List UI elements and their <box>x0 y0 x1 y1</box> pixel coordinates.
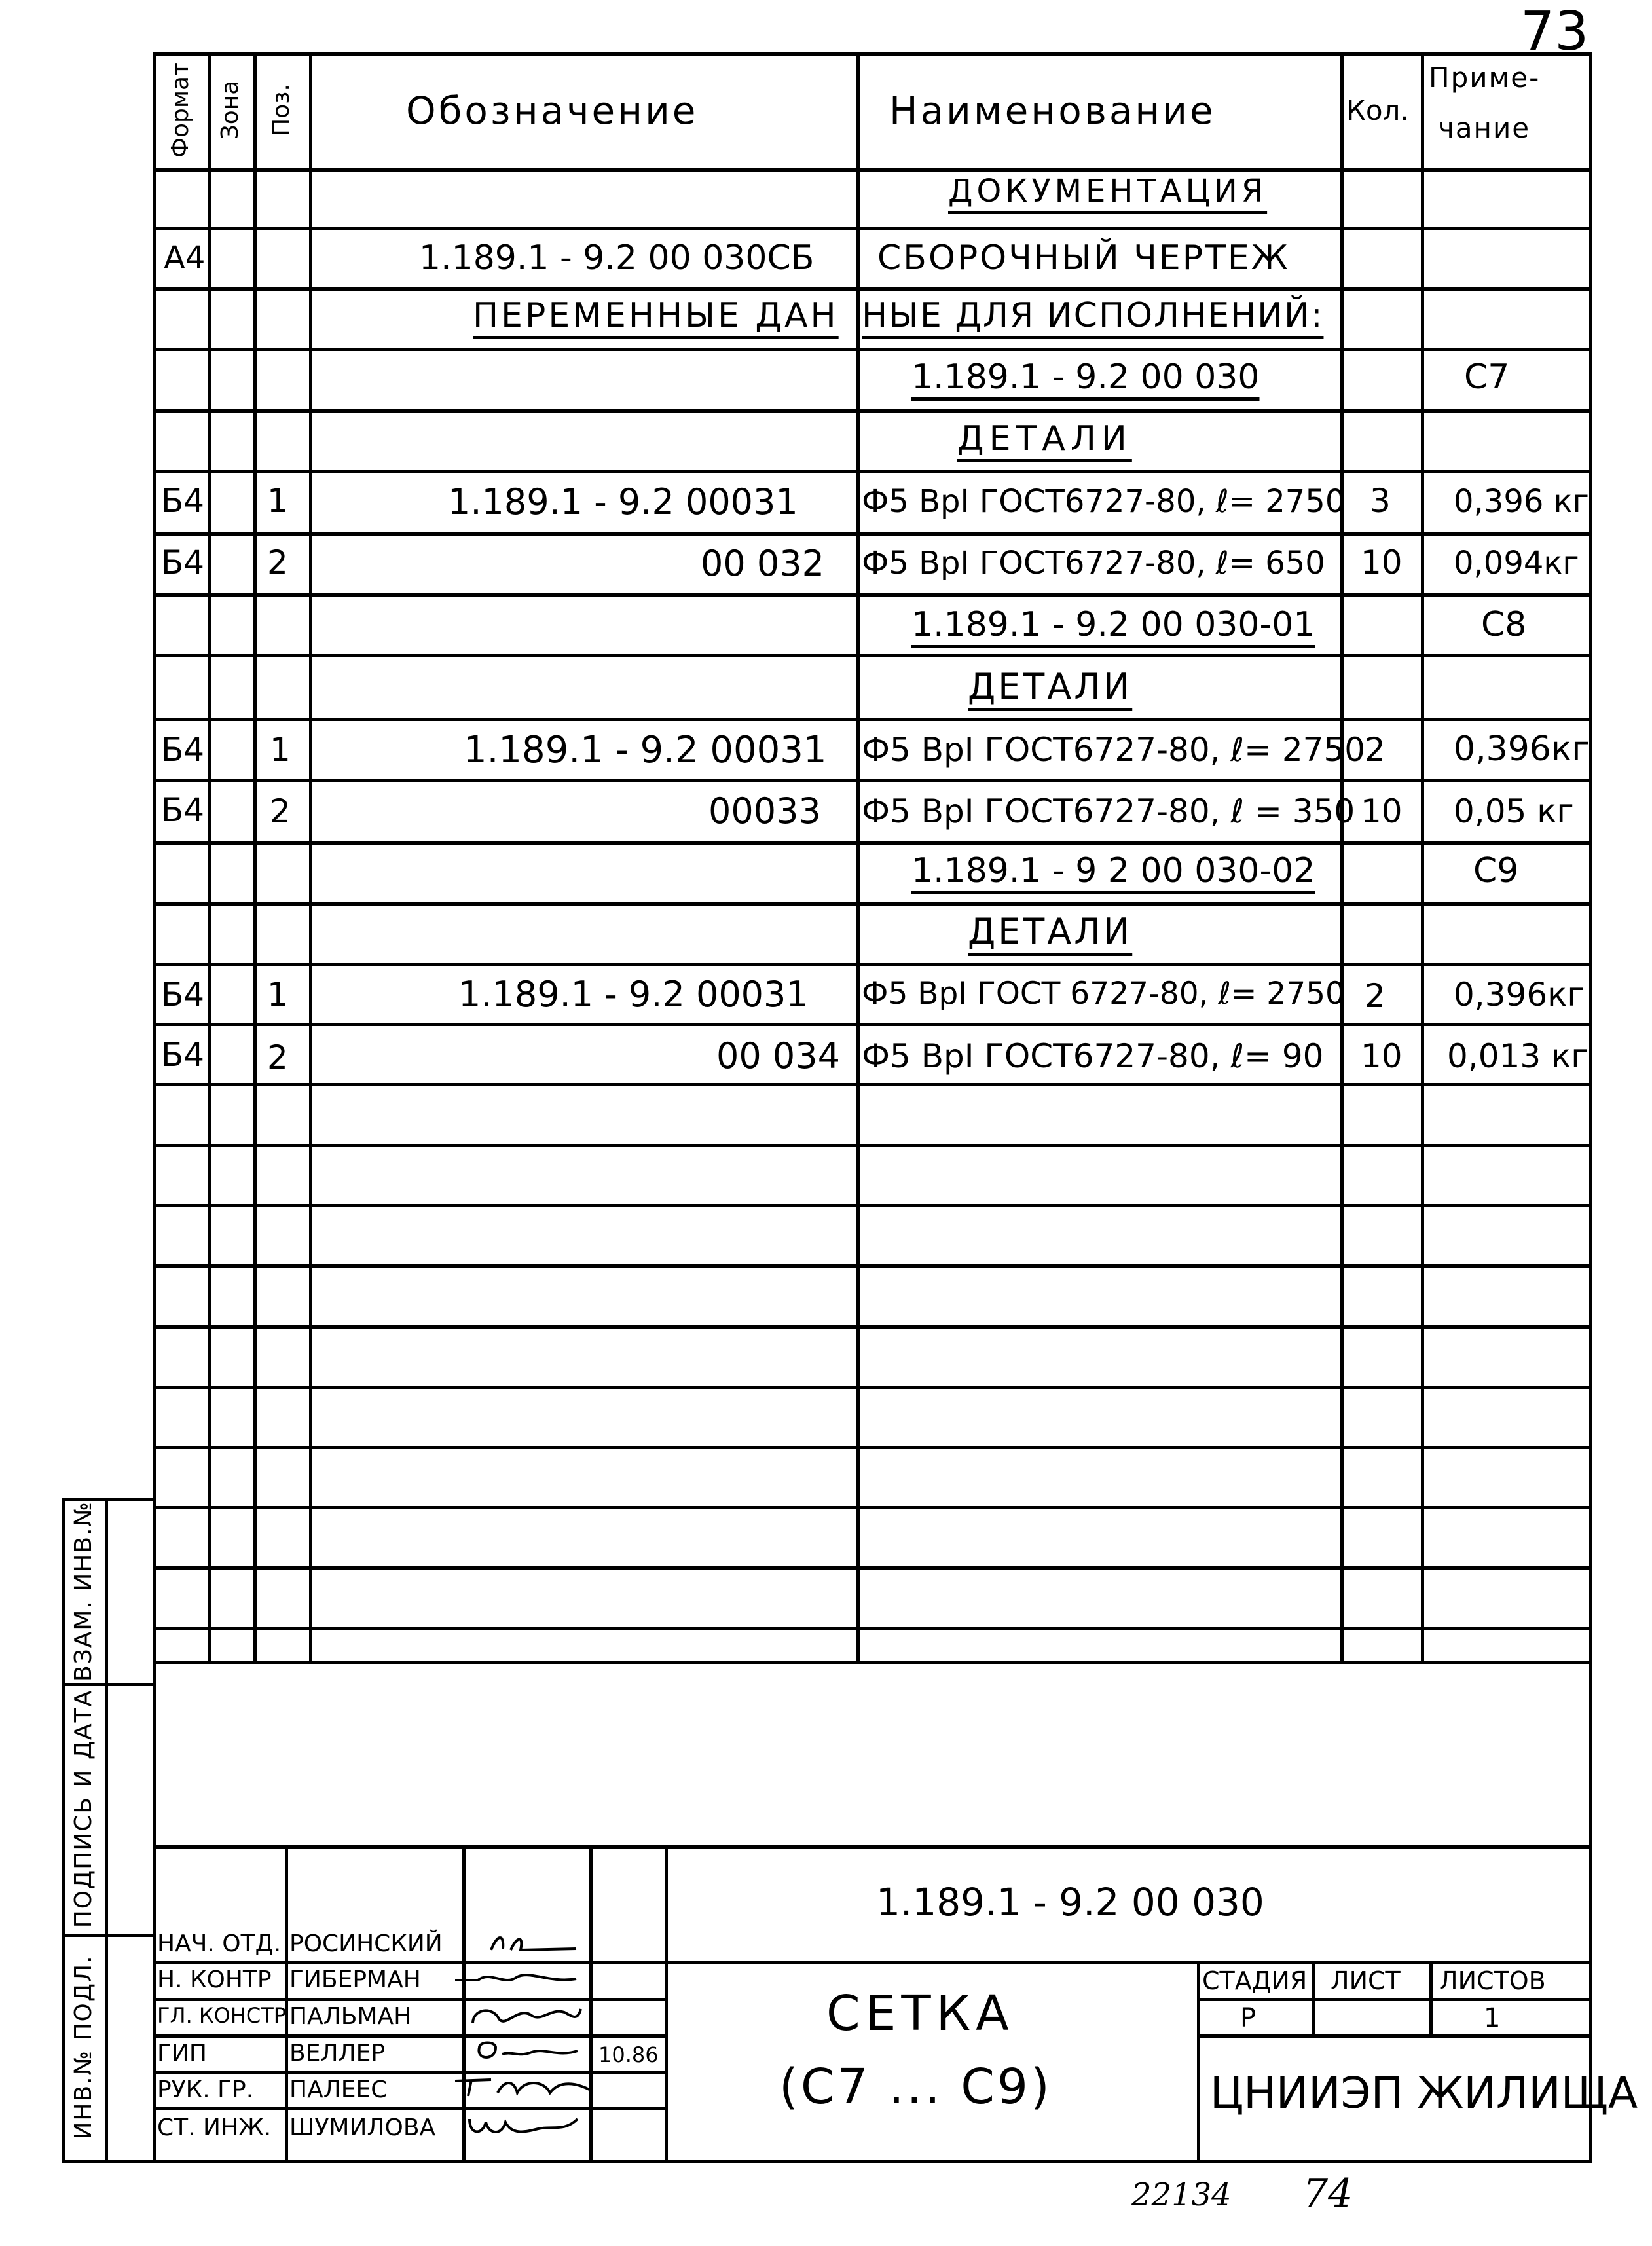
sheets-value: 1 <box>1484 2003 1501 2033</box>
name-5: ПАЛЕЕС <box>289 2076 388 2103</box>
stage-value: Р <box>1240 2003 1257 2033</box>
role-5: РУК. ГР. <box>157 2076 254 2103</box>
side-label-podpis: ПОДПИСЬ И ДАТА <box>70 1689 97 1928</box>
variant-3-row-1-qty: 2 <box>1365 977 1386 1015</box>
variant-3-row-1-note: 0,396кг <box>1454 976 1585 1014</box>
header-designation: Обозначение <box>406 88 699 133</box>
header-pos: Поз. <box>268 84 295 136</box>
footer-page: 74 <box>1303 2171 1353 2217</box>
side-label-vzam: ВЗАМ. ИНВ.№ <box>70 1501 97 1682</box>
signature-5 <box>452 2073 602 2099</box>
variant-2-row-1-name: Ф5 ВрI ГОСТ6727-80, ℓ= 2750 <box>862 731 1366 769</box>
stage-label: СТАДИЯ <box>1202 1966 1308 1995</box>
title-doc-code: 1.189.1 - 9.2 00 030 <box>876 1880 1264 1924</box>
role-6: СТ. ИНЖ. <box>157 2114 272 2141</box>
variant-2-row-2-designation: 00033 <box>708 790 821 832</box>
name-3: ПАЛЬМАН <box>289 2003 412 2030</box>
variant-2-section: ДЕТАЛИ <box>968 666 1133 707</box>
variant-1-note: С7 <box>1464 358 1510 397</box>
role-3: ГЛ. КОНСТР <box>157 2003 287 2028</box>
variant-1-row-1-pos: 1 <box>267 482 288 520</box>
name-1: РОСИНСКИЙ <box>289 1930 443 1957</box>
variant-3-row-2-name: Ф5 ВрI ГОСТ6727-80, ℓ= 90 <box>862 1037 1324 1075</box>
signature-2 <box>452 1967 583 1993</box>
sheet-label: ЛИСТ <box>1331 1966 1401 1995</box>
variable-data-label-part2: НЫЕ ДЛЯ ИСПОЛНЕНИЙ: <box>862 296 1324 335</box>
header-note-line2: чание <box>1438 112 1531 144</box>
variant-1-row-1-format: Б4 <box>161 482 205 520</box>
role-4: ГИП <box>157 2040 207 2067</box>
variant-1-row-2-format: Б4 <box>161 543 205 581</box>
variant-3-row-2-pos: 2 <box>267 1039 288 1077</box>
header-zone: Зона <box>217 80 244 140</box>
name-2: ГИБЕРМАН <box>289 1966 421 1993</box>
variant-3-row-1-pos: 1 <box>267 976 288 1014</box>
variant-1-section: ДЕТАЛИ <box>957 419 1132 458</box>
name-4: ВЕЛЛЕР <box>289 2040 386 2067</box>
variant-2-row-2-name: Ф5 ВрI ГОСТ6727-80, ℓ = 350 <box>862 792 1355 830</box>
header-format: Формат <box>167 62 194 158</box>
approval-date: 10.86 <box>598 2042 659 2067</box>
variant-1-row-1-note: 0,396 кг <box>1454 483 1589 520</box>
signature-4 <box>473 2038 584 2064</box>
section-documentation: ДОКУМЕНТАЦИЯ <box>948 173 1268 210</box>
variant-2-row-1-designation: 1.189.1 - 9.2 00031 <box>464 729 827 771</box>
variant-2-row-2-format: Б4 <box>161 791 205 829</box>
footer-number: 22134 <box>1131 2177 1232 2213</box>
page-number: 73 <box>1520 1 1589 63</box>
organization: ЦНИИЭП ЖИЛИЩА <box>1210 2068 1638 2118</box>
signature-3 <box>466 2002 584 2029</box>
name-6: ШУМИЛОВА <box>289 2114 436 2141</box>
signature-6 <box>466 2112 584 2139</box>
variant-2-row-2-pos: 2 <box>270 792 291 830</box>
header-note-line1: Приме- <box>1429 62 1541 94</box>
title-name-line1: СЕТКА <box>826 1985 1014 2042</box>
variable-data-label-part1: ПЕРЕМЕННЫЕ ДАН <box>473 296 839 335</box>
variant-3-row-1-name: Ф5 ВрI ГОСТ 6727-80, ℓ= 2750 <box>862 976 1345 1012</box>
title-name-line2: (С7 ... С9) <box>779 2059 1052 2115</box>
sheets-label: ЛИСТОВ <box>1439 1966 1546 1995</box>
variant-3-row-1-format: Б4 <box>161 976 205 1014</box>
variant-3-row-2-note: 0,013 кг <box>1447 1037 1588 1075</box>
signature-1 <box>485 1930 583 1957</box>
variant-1-title: 1.189.1 - 9.2 00 030 <box>911 358 1260 397</box>
variant-1-row-2-designation: 00 032 <box>701 543 824 584</box>
header-qty: Кол. <box>1346 94 1409 126</box>
variant-3-row-1-designation: 1.189.1 - 9.2 00031 <box>458 974 809 1015</box>
doc-name: СБОРОЧНЫЙ ЧЕРТЕЖ <box>877 238 1290 278</box>
variant-3-row-2-format: Б4 <box>161 1036 205 1074</box>
doc-format: А4 <box>164 240 206 276</box>
variant-2-row-2-note: 0,05 кг <box>1454 792 1574 830</box>
variant-2-row-1-pos: 1 <box>270 731 291 769</box>
side-label-inv: ИНВ.№ ПОДЛ. <box>70 1954 97 2140</box>
variant-2-row-2-qty: 10 <box>1361 792 1403 830</box>
variant-2-title: 1.189.1 - 9.2 00 030-01 <box>911 605 1315 644</box>
role-1: НАЧ. ОТД. <box>157 1930 282 1957</box>
variant-3-title: 1.189.1 - 9 2 00 030-02 <box>911 851 1315 891</box>
doc-designation: 1.189.1 - 9.2 00 030СБ <box>419 238 815 278</box>
variant-1-row-2-pos: 2 <box>267 543 288 581</box>
variant-1-row-1-qty: 3 <box>1370 482 1391 520</box>
variant-3-row-2-designation: 00 034 <box>716 1035 840 1077</box>
variant-2-row-1-note: 0,396кг <box>1454 729 1590 769</box>
variant-3-row-2-qty: 10 <box>1361 1037 1403 1075</box>
variant-3-section: ДЕТАЛИ <box>968 911 1133 952</box>
role-2: Н. КОНТР <box>157 1966 272 1993</box>
variant-2-row-1-qty: 2 <box>1365 731 1386 769</box>
variant-1-row-1-name: Ф5 ВрI ГОСТ6727-80, ℓ= 2750 <box>862 483 1346 520</box>
variant-2-note: С8 <box>1481 605 1527 644</box>
variant-1-row-2-qty: 10 <box>1361 543 1403 581</box>
variant-1-row-1-designation: 1.189.1 - 9.2 00031 <box>448 481 798 523</box>
variant-2-row-1-format: Б4 <box>161 731 205 769</box>
variant-3-note: С9 <box>1473 851 1519 891</box>
variant-1-row-2-note: 0,094кг <box>1454 545 1579 581</box>
header-name: Наименование <box>889 88 1216 133</box>
variant-1-row-2-name: Ф5 ВрI ГОСТ6727-80, ℓ= 650 <box>862 545 1325 581</box>
